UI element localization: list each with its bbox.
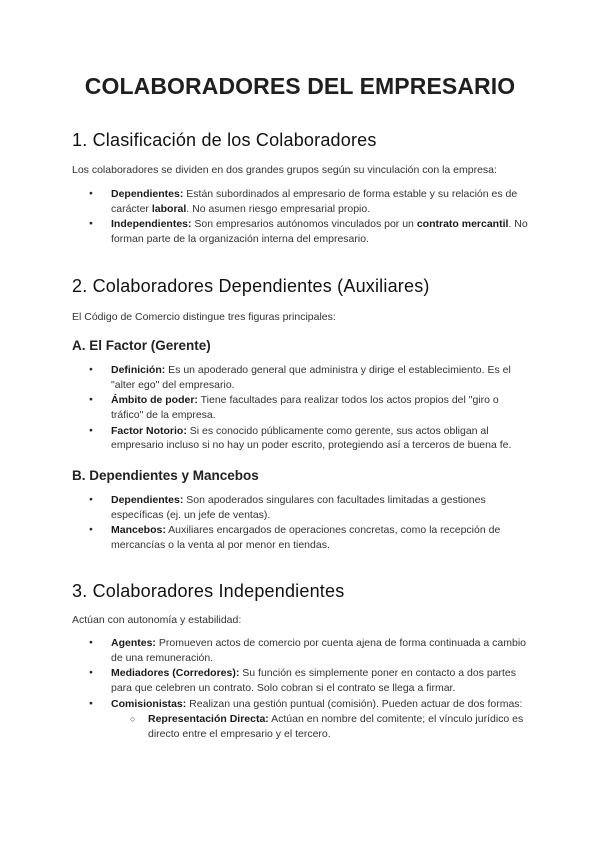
section-intro: Los colaboradores se dividen en dos grandes grupos según su vinculación con la empresa: xyxy=(72,164,497,176)
section-independientes xyxy=(72,581,528,742)
sub-bullet-list xyxy=(111,712,528,741)
term: Agentes: xyxy=(111,636,156,649)
bullet-list xyxy=(72,187,528,247)
list-item: ● Comisionistas: Realizan una gestión puntual (comisión). Pueden actuar de dos formas: ○ Representación Directa: Actúan en nombre del comitente; el vínculo jurídico es directo entre el empresario y el tercero. xyxy=(72,697,528,742)
section-clasificacion xyxy=(72,130,528,247)
section-intro: Actúan con autonomía y estabilidad: xyxy=(72,613,242,626)
bullet-list xyxy=(72,493,528,553)
subsection-heading: B. Dependientes y Mancebos xyxy=(72,468,259,484)
term: Mediadores (Corredores): xyxy=(111,667,240,680)
term: Factor Notorio: xyxy=(111,424,187,437)
list-item: ● Dependientes: Son apoderados singulares con facultades limitadas a gestiones específicas (ej. un jefe de ventas). xyxy=(72,493,528,522)
term: Dependientes: xyxy=(111,494,184,507)
list-item: ● Agentes: Promueven actos de comercio por cuenta ajena de forma continuada a cambio de una remuneración. xyxy=(72,636,528,665)
term: Definición: xyxy=(111,363,166,376)
sub-list-item: ○ Representación Directa: Actúan en nombre del comitente; el vínculo jurídico es directo entre el empresario y el tercero. xyxy=(111,712,528,741)
subsection-heading: A. El Factor (Gerente) xyxy=(72,337,211,353)
section-dependientes xyxy=(72,276,528,553)
section-heading: 1. Clasificación de los Colaboradores xyxy=(72,130,377,150)
section-intro: El Código de Comercio distingue tres figuras principales: xyxy=(72,310,336,323)
term: Dependientes: xyxy=(111,188,184,200)
list-item: ● Definición: Es un apoderado general que administra y dirige el establecimiento. Es el "alter ego" del empresario. xyxy=(72,363,528,392)
list-item: ● Ámbito de poder: Tiene facultades para realizar todos los actos propios del "giro o tráfico" de la empresa. xyxy=(72,393,528,422)
list-item: ● Factor Notorio: Si es conocido públicamente como gerente, sus actos obligan al empresario incluso si no hay un poder escrito, protegiendo así a terceros de buena fe. xyxy=(72,424,528,453)
term: Mancebos: xyxy=(111,524,166,537)
document-title: COLABORADORES DEL EMPRESARIO xyxy=(84,73,516,99)
list-item: ● Independientes: Son empresarios autónomos vinculados por un contrato mercantil. No forman parte de la organización interna del empresario. xyxy=(72,217,528,246)
term: Independientes: xyxy=(111,218,192,231)
bullet-list xyxy=(72,363,528,453)
list-item: ● Mediadores (Corredores): Su función es simplemente poner en contacto a dos partes para que celebren un contrato. Solo cobran si el contrato se llega a firmar. xyxy=(72,666,528,695)
term: Ámbito de poder: xyxy=(111,394,198,407)
list-item: ● Dependientes: Están subordinados al empresario de forma estable y su relación es de carácter laboral. No asumen riesgo empresarial propio. xyxy=(72,187,528,216)
term: Representación Directa: xyxy=(148,713,269,726)
bullet-list xyxy=(72,636,528,742)
section-heading: 2. Colaboradores Dependientes (Auxiliares) xyxy=(72,275,430,296)
term: Comisionistas: xyxy=(111,697,187,710)
subsection-mancebos xyxy=(72,468,528,553)
section-heading: 3. Colaboradores Independientes xyxy=(72,580,345,601)
list-item: ● Mancebos: Auxiliares encargados de operaciones concretas, como la recepción de mercancías o la venta al por menor en tiendas. xyxy=(72,523,528,552)
subsection-factor xyxy=(72,338,528,453)
